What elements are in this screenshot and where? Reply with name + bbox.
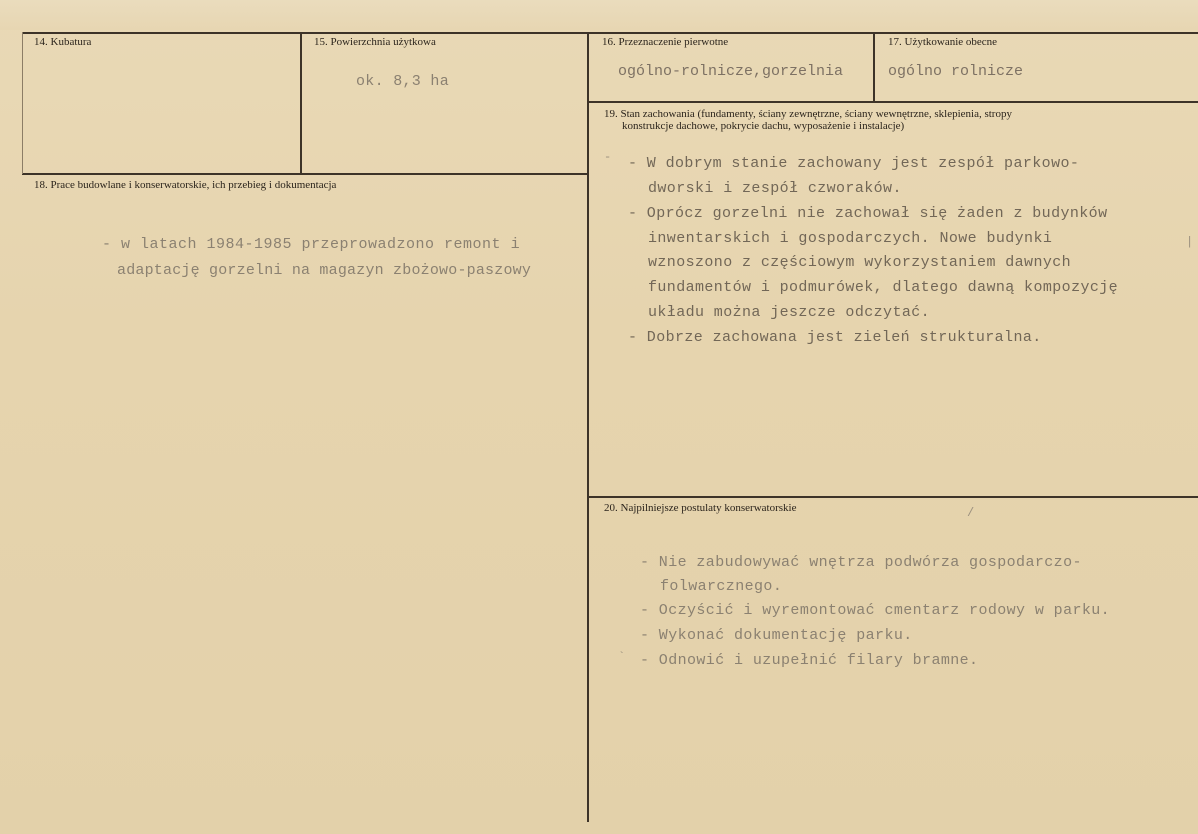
stray-mark: / [967, 506, 975, 520]
field-19-label: 19. Stan zachowania (fundamenty, ściany zewnętrzne, ściany wewnętrzne, sklepienia, stropy [604, 108, 1012, 120]
field-19-line: inwentarskich i gospodarczych. Nowe budynki [648, 230, 1053, 247]
field-19-line: wznoszono z częściowym wykorzystaniem dawnych [648, 254, 1072, 271]
field-19-line: dworski i zespół czworaków. [648, 180, 902, 197]
field-20-label: 20. Najpilniejsze postulaty konserwatorskie [604, 502, 797, 514]
rule-under-16-17 [589, 101, 1198, 103]
field-17-label: 17. Użytkowanie obecne [888, 36, 998, 48]
field-18-label: 18. Prace budowlane i konserwatorskie, ich przebieg i dokumentacja [34, 179, 337, 191]
field-16-value: ogólno-rolnicze,gorzelnia [618, 63, 844, 80]
field-16-label: 16. Przeznaczenie pierwotne [602, 36, 729, 48]
field-17-value: ogólno rolnicze [888, 63, 1024, 80]
field-20-line: - Wykonać dokumentację parku. [640, 627, 913, 644]
field-20-line: - Oczyścić i wyremontować cmentarz rodowy w parku. [640, 602, 1111, 619]
left-border [22, 32, 23, 174]
field-19-label-continued: konstrukcje dachowe, pokrycie dachu, wyposażenie i instalacje) [622, 120, 905, 132]
field-20-line: - Odnowić i uzupełnić filary bramne. [640, 652, 979, 669]
field-15-value: ok. 8,3 ha [356, 73, 450, 90]
card-top-edge [0, 0, 1198, 30]
stray-mark: ` [618, 650, 626, 664]
divider-16-17 [873, 32, 875, 102]
stray-mark: | [1186, 235, 1194, 249]
center-divider [587, 32, 589, 822]
field-19-line: układu można jeszcze odczytać. [648, 304, 931, 321]
field-18-line: - w latach 1984-1985 przeprowadzono remont i [102, 236, 521, 253]
field-20-line: folwarcznego. [660, 578, 783, 595]
rule-above-20 [589, 496, 1198, 498]
stray-mark: - [604, 150, 612, 164]
field-20-line: - Nie zabudowywać wnętrza podwórza gospodarczo- [640, 554, 1082, 571]
field-15-label: 15. Powierzchnia użytkowa [314, 36, 436, 48]
field-18-line: adaptację gorzelni na magazyn zbożowo-paszowy [117, 262, 532, 279]
field-19-line: - W dobrym stanie zachowany jest zespół parkowo- [628, 155, 1080, 172]
rule-under-14-15 [22, 173, 588, 175]
divider-14-15 [300, 32, 302, 174]
field-19-line: - Dobrze zachowana jest zieleń strukturalna. [628, 329, 1042, 346]
field-19-line: fundamentów i podmurówek, dlatego dawną kompozycję [648, 279, 1119, 296]
field-14-label: 14. Kubatura [34, 36, 92, 48]
top-rule [22, 32, 1198, 34]
field-19-line: - Oprócz gorzelni nie zachował się żaden z budynków [628, 205, 1108, 222]
